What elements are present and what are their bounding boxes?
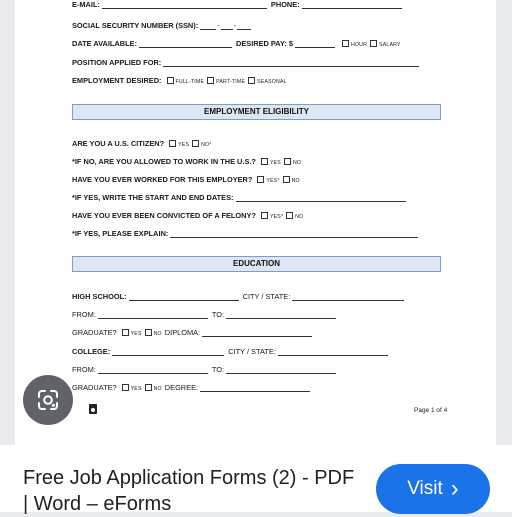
college-label: COLLEGE: (72, 347, 111, 356)
high-school-from-label: FROM: (72, 310, 96, 319)
date-available-line (139, 39, 232, 48)
high-school-row (72, 289, 408, 301)
degree-line (200, 383, 310, 392)
graduate-no-label: NO (153, 331, 162, 337)
result-title[interactable]: Free Job Application Forms (2) - PDF | Word – eForms (23, 467, 355, 515)
visit-label: Visit (407, 478, 443, 499)
college-line (112, 347, 224, 356)
google-lens-icon (36, 388, 60, 412)
salary-label: SALARY (379, 42, 401, 48)
full-time-checkbox (167, 77, 174, 84)
dates-question: *IF YES, WRITE THE START AND END DATES: (72, 193, 234, 202)
college-graduate-no-label: NO (153, 386, 162, 392)
graduate-no-checkbox (145, 329, 152, 336)
worked-question: HAVE YOU EVER WORKED FOR THIS EMPLOYER? (72, 175, 253, 184)
form-document-preview[interactable] (15, 0, 496, 445)
seasonal-label: SEASONAL (257, 79, 287, 85)
employment-eligibility-header: EMPLOYMENT ELIGIBILITY (72, 104, 441, 120)
dates-row (72, 190, 410, 202)
seasonal-checkbox (248, 77, 255, 84)
desired-pay-label: DESIRED PAY: $ (236, 39, 293, 48)
college-graduate-no-checkbox (145, 384, 152, 391)
college-graduate-label: GRADUATE? (72, 383, 117, 392)
email-label: E-MAIL: (72, 0, 100, 9)
high-school-to-line (226, 310, 336, 319)
document-icon (89, 404, 97, 414)
felony-no-checkbox (286, 212, 293, 219)
graduate-degree-row (72, 380, 314, 392)
email-row (72, 0, 406, 9)
diploma-label: DIPLOMA: (164, 328, 201, 337)
college-to-label: TO: (211, 365, 224, 374)
part-time-checkbox (207, 77, 214, 84)
worked-row (72, 172, 300, 184)
chevron-right-icon: › (450, 475, 459, 502)
education-header: EDUCATION (72, 256, 441, 272)
email-line (102, 0, 267, 9)
allowed-no-checkbox (284, 158, 291, 165)
high-school-to-label: TO: (211, 310, 224, 319)
citizen-yes-label: YES (178, 142, 190, 148)
phone-line (302, 0, 402, 9)
college-row (72, 344, 392, 356)
college-city-state-label: CITY / STATE: (228, 347, 276, 356)
dates-line (236, 193, 406, 202)
college-graduate-yes-label: YES (130, 386, 142, 392)
high-school-label: HIGH SCHOOL: (72, 292, 127, 301)
college-to-line (226, 365, 336, 374)
ssn-line-3 (237, 21, 251, 30)
allowed-no-label: NO (292, 160, 302, 166)
employment-desired-row (72, 73, 287, 85)
high-school-city-state-label: CITY / STATE: (242, 292, 291, 301)
visit-button[interactable] (376, 464, 490, 514)
phone-label: PHONE: (270, 0, 300, 9)
graduate-yes-checkbox (122, 329, 129, 336)
college-from-label: FROM: (72, 365, 96, 374)
hour-label: HOUR (350, 42, 368, 48)
citizen-no-checkbox (192, 140, 199, 147)
allowed-question: *IF NO, ARE YOU ALLOWED TO WORK IN THE U.S.? (72, 157, 256, 166)
worked-no-label: NO (291, 178, 300, 184)
citizen-no-label: NO* (201, 142, 212, 148)
ssn-label: SOCIAL SECURITY NUMBER (SSN): (72, 21, 199, 30)
hour-checkbox (342, 40, 349, 47)
full-time-label: FULL-TIME (175, 79, 205, 85)
citizen-row (72, 136, 212, 148)
worked-yes-label: YES* (266, 178, 280, 184)
college-graduate-yes-checkbox (122, 384, 129, 391)
position-row (72, 55, 423, 67)
worked-yes-checkbox (257, 176, 264, 183)
diploma-line (202, 328, 312, 337)
part-time-label: PART-TIME (216, 79, 246, 85)
college-from-line (98, 365, 208, 374)
college-city-state-line (278, 347, 388, 356)
ssn-line-2 (221, 21, 233, 30)
citizen-yes-checkbox (169, 140, 176, 147)
felony-no-label: NO (295, 214, 304, 220)
employment-desired-label: EMPLOYMENT DESIRED: (72, 76, 162, 85)
google-lens-button[interactable] (23, 375, 73, 425)
high-school-from-line (98, 310, 208, 319)
degree-label: DEGREE: (164, 383, 199, 392)
felony-yes-checkbox (261, 212, 268, 219)
position-label: POSITION APPLIED FOR: (72, 58, 162, 67)
allowed-row (72, 154, 301, 166)
date-available-row (72, 36, 401, 48)
position-line (163, 58, 419, 67)
explain-line (170, 229, 418, 238)
high-school-dates-row (72, 307, 340, 319)
date-available-label: DATE AVAILABLE: (72, 39, 138, 48)
desired-pay-line (295, 39, 335, 48)
ssn-line-1 (200, 21, 216, 30)
felony-question: HAVE YOU EVER BEEN CONVICTED OF A FELONY? (72, 211, 256, 220)
graduate-yes-label: YES (130, 331, 142, 337)
felony-row (72, 208, 303, 220)
allowed-yes-checkbox (261, 158, 268, 165)
worked-no-checkbox (283, 176, 290, 183)
citizen-question: ARE YOU A U.S. CITIZEN? (72, 139, 165, 148)
high-school-city-state-line (292, 292, 404, 301)
high-school-line (129, 292, 239, 301)
graduate-label: GRADUATE? (72, 328, 117, 337)
explain-row (72, 226, 422, 238)
salary-checkbox (370, 40, 377, 47)
result-info-bar (0, 445, 512, 515)
college-dates-row (72, 362, 340, 374)
allowed-yes-label: YES (269, 160, 281, 166)
graduate-diploma-row (72, 325, 316, 337)
explain-question: *IF YES, PLEASE EXPLAIN: (72, 229, 169, 238)
ssn-row: SOCIAL SECURITY NUMBER (SSN): - - (72, 18, 255, 30)
page-number: Page 1 of 4 (414, 407, 448, 414)
felony-yes-label: YES* (269, 214, 284, 220)
